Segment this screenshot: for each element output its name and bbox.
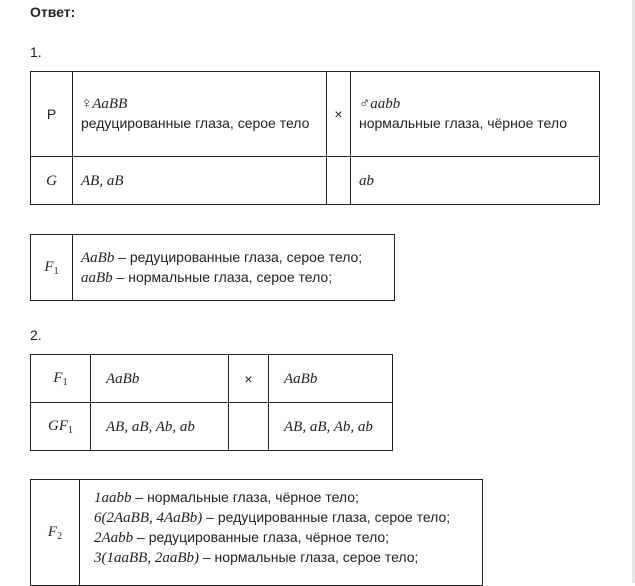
gf1-label-cell <box>31 403 91 451</box>
female-genotype: ♀AaBB <box>81 96 128 112</box>
f2-table <box>30 479 483 586</box>
left-genotype: AaBb <box>106 370 140 387</box>
f2-line-2: 6(2AaBB, 4AaBb) – редуцированные глаза, серое тело; <box>94 509 451 526</box>
left-genotype-cell <box>91 355 229 403</box>
f2-offspring-cell <box>80 480 483 586</box>
male-phenotype: нормальные глаза, чёрное тело <box>359 115 567 131</box>
f2-line-4: 3(1aaBB, 2aaBb) – нормальные глаза, серое тело; <box>94 549 419 566</box>
g-label-cell <box>31 157 73 205</box>
left-gametes-cell <box>91 403 229 451</box>
male-gametes-cell <box>351 157 600 205</box>
answer-title: Ответ: <box>30 4 76 20</box>
cross-symbol: × <box>334 106 343 122</box>
f2-label: $F_2$ <box>47 524 63 542</box>
f1-offspring-line-1: AaBb – редуцированные глаза, серое тело; <box>81 248 363 266</box>
f2-line-3: 2Aabb – редуцированные глаза, чёрное тело; <box>94 529 390 546</box>
female-parent-cell <box>73 72 327 157</box>
male-gametes: ab <box>359 172 374 189</box>
section-number-2: 2. <box>30 327 42 343</box>
female-gametes: AB, aB <box>81 172 124 189</box>
f1-cross-label-cell <box>31 355 91 403</box>
f1-cross-label: $F_1$ <box>53 370 68 388</box>
cross-symbol-2: × <box>244 370 253 387</box>
f1-label-cell <box>31 235 73 301</box>
right-gametes: AB, aB, Ab, ab <box>284 418 373 435</box>
empty-cross-cell-2 <box>229 403 269 451</box>
male-parent-cell <box>351 72 600 157</box>
female-gametes-cell <box>73 157 327 205</box>
p-label: P <box>46 106 57 122</box>
gf1-label: $GF_1$ <box>48 418 73 436</box>
f2-label-cell <box>31 480 80 586</box>
left-gametes: AB, aB, Ab, ab <box>106 418 195 435</box>
right-gametes-cell <box>269 403 393 451</box>
right-genotype-cell <box>269 355 393 403</box>
f1-cross-table <box>30 354 393 451</box>
p-label-cell <box>31 72 73 157</box>
g-label: G <box>46 172 57 189</box>
parents-table <box>30 71 600 205</box>
f1-label: $F_1$ <box>44 259 59 277</box>
f1-offspring-cell <box>73 235 395 301</box>
male-genotype: ♂aabb <box>359 96 401 112</box>
right-genotype: AaBb <box>284 370 318 387</box>
section-number-1: 1. <box>30 44 42 60</box>
f1-table <box>30 234 395 301</box>
f2-line-1: 1aabb – нормальные глаза, чёрное тело; <box>94 489 359 506</box>
cross-cell <box>327 72 351 157</box>
female-phenotype: редуцированные глаза, серое тело <box>81 115 310 131</box>
cross-cell-2 <box>229 355 269 403</box>
f1-offspring-line-2: aaBb – нормальные глаза, серое тело; <box>81 268 333 286</box>
empty-cross-cell <box>327 157 351 205</box>
